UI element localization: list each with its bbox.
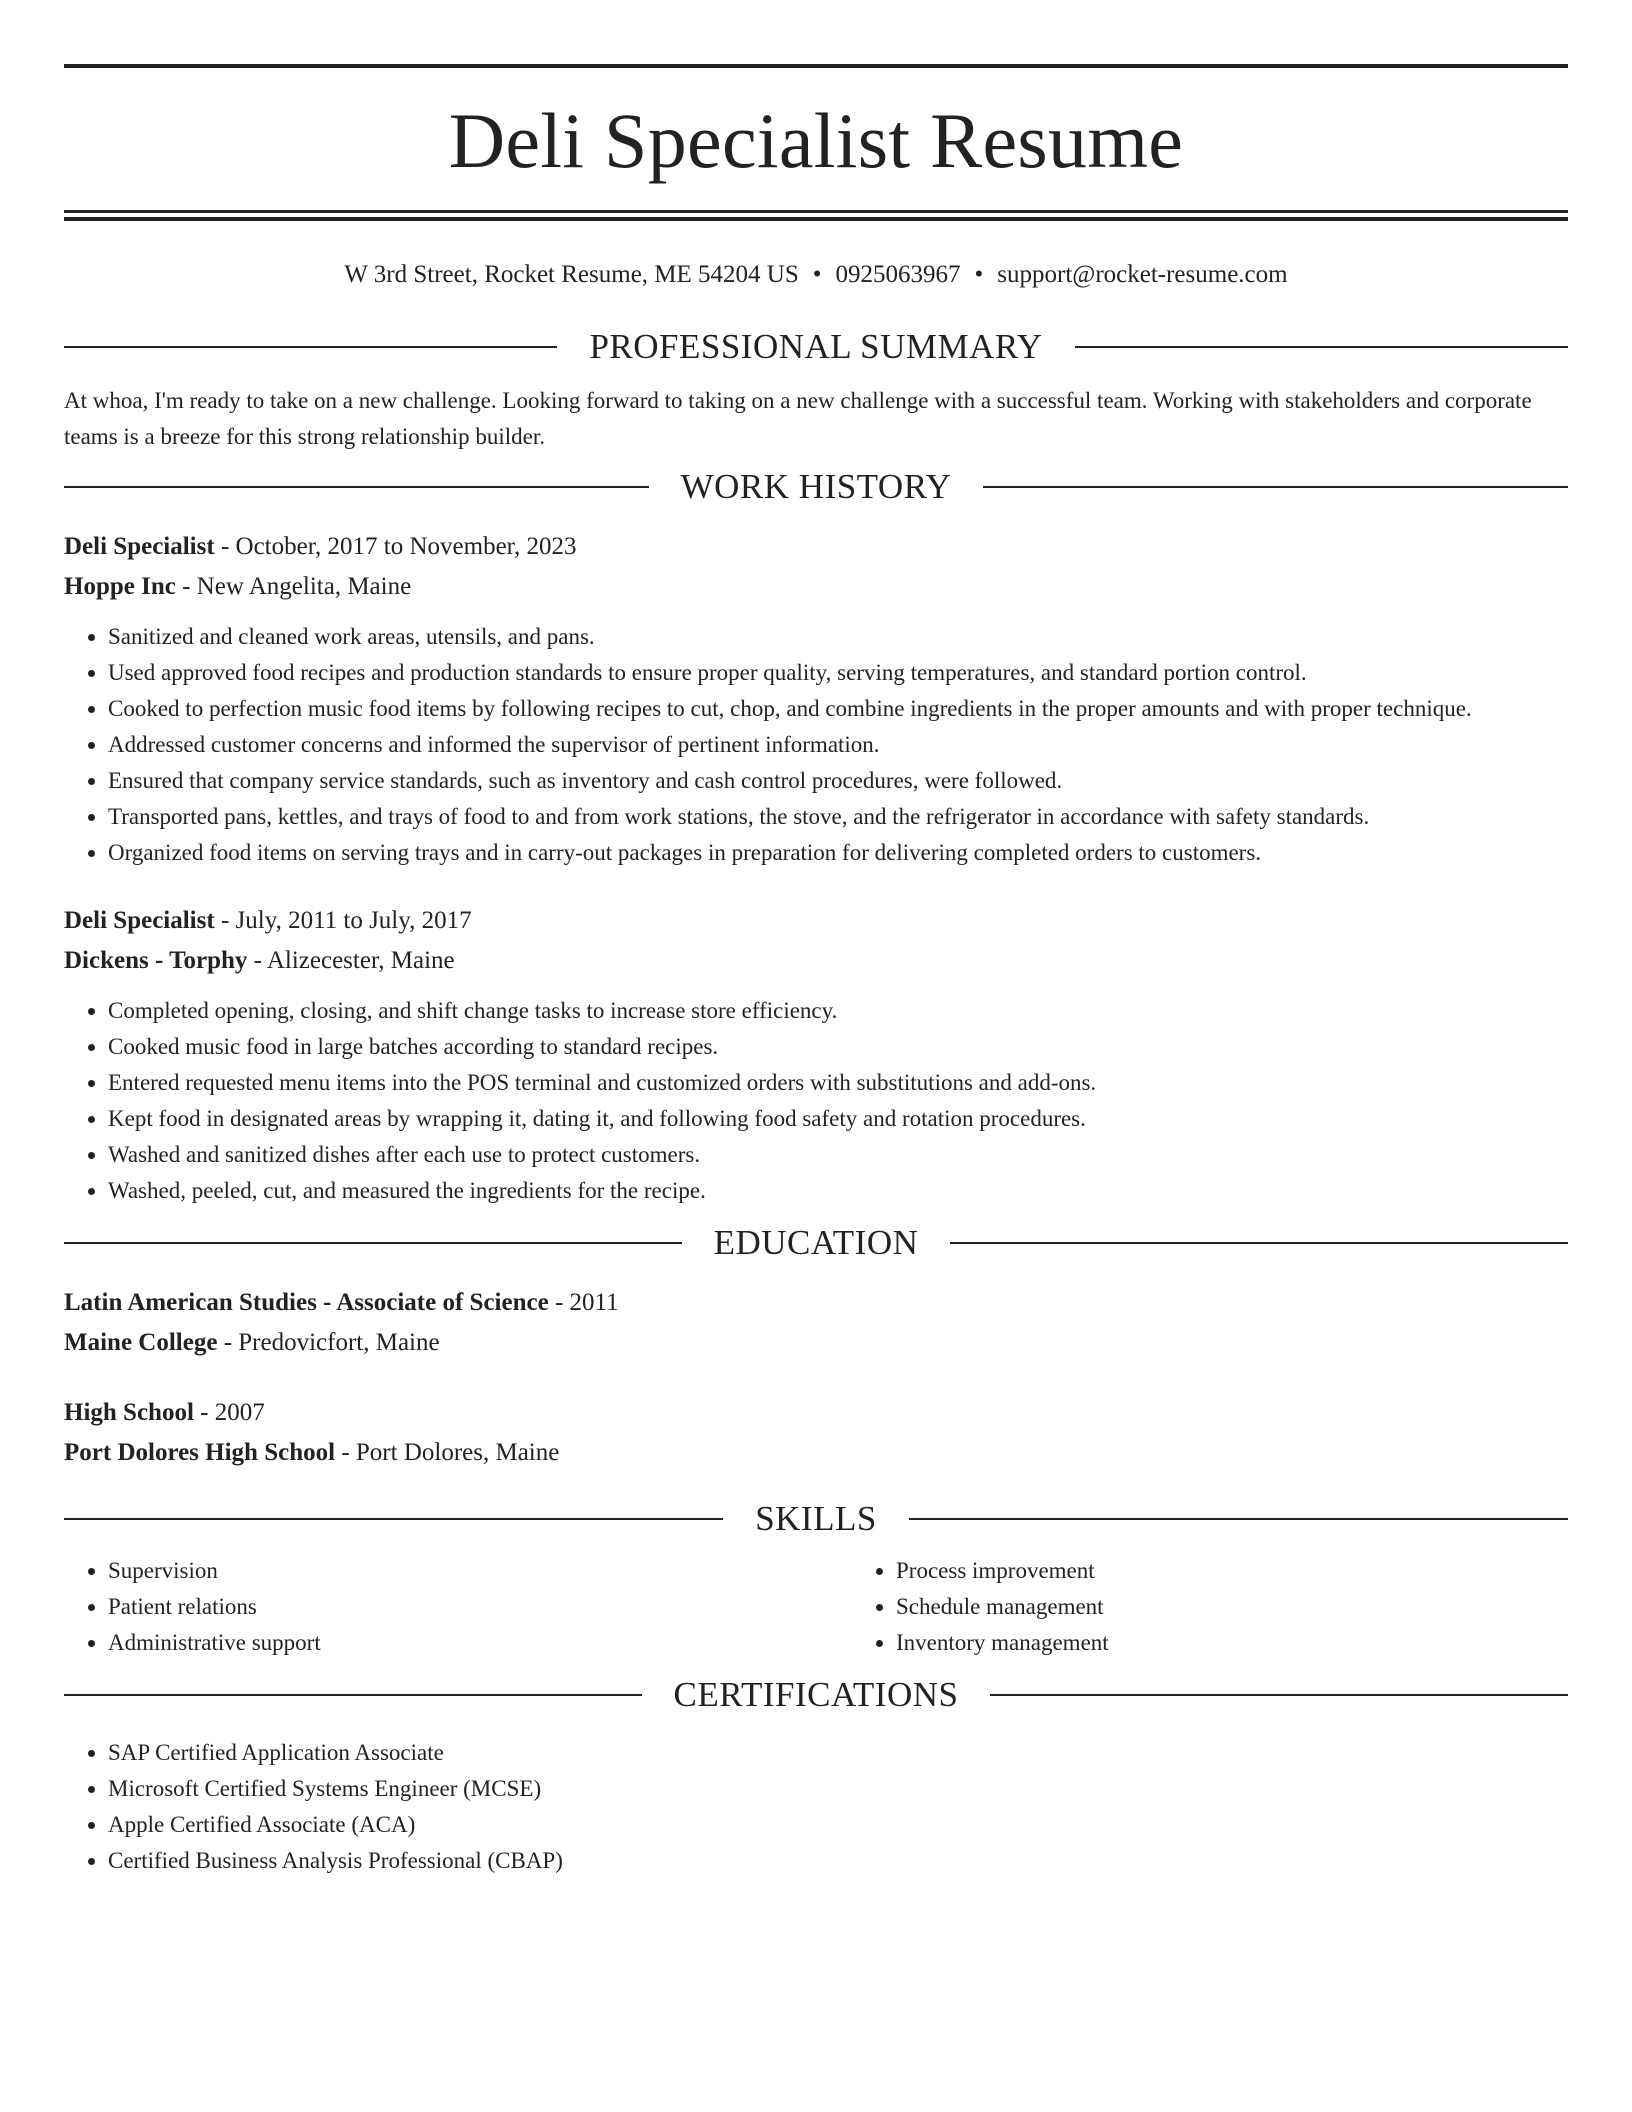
heading-rule <box>990 1694 1568 1696</box>
job-title-line <box>64 901 1568 941</box>
section-title: EDUCATION <box>713 1223 919 1262</box>
heading-rule <box>1075 346 1568 348</box>
section-heading-certifications <box>64 1673 1568 1717</box>
section-title: CERTIFICATIONS <box>673 1675 959 1714</box>
education-degree: Latin American Studies - Associate of Science <box>64 1289 549 1316</box>
section-heading-work <box>64 465 1568 509</box>
skills-list-right <box>852 1553 1632 1661</box>
heading-rule <box>64 346 557 348</box>
job-dates: - October, 2017 to November, 2023 <box>214 533 577 560</box>
contact-phone: 0925063967 <box>835 261 961 288</box>
job-bullets <box>64 619 1568 871</box>
education-entry <box>64 1283 1568 1363</box>
certification-item: • SAP Certified Application Associate <box>108 1735 1568 1771</box>
title-double-rule <box>64 210 1568 221</box>
list-item: • Washed, peeled, cut, and measured the ingredients for the recipe. <box>108 1173 1568 1209</box>
education-entry <box>64 1393 1568 1473</box>
heading-rule <box>909 1518 1568 1520</box>
contact-address: W 3rd Street, Rocket Resume, ME 54204 US <box>344 261 799 288</box>
heading-rule <box>950 1242 1568 1244</box>
list-item: • Transported pans, kettles, and trays of food to and from work stations, the stove, and the refrigerator in accordance with safety standards. <box>108 799 1568 835</box>
list-item: • Cooked to perfection music food items by following recipes to cut, chop, and combine ingredients in the proper amounts and with proper technique. <box>108 691 1568 727</box>
job-entry <box>64 527 1568 871</box>
contact-separator: • <box>974 261 984 288</box>
education-degree-line <box>64 1283 1568 1323</box>
skill-item: • Process improvement <box>896 1553 1632 1589</box>
job-bullets <box>64 993 1568 1209</box>
education-location: - Predovicfort, Maine <box>217 1329 440 1356</box>
job-company: Dickens - Torphy <box>64 947 248 974</box>
top-rule <box>64 64 1568 68</box>
education-school: Port Dolores High School <box>64 1439 336 1466</box>
job-location: - Alizecester, Maine <box>247 947 455 974</box>
section-heading-education <box>64 1221 1568 1265</box>
skill-item: • Schedule management <box>896 1589 1632 1625</box>
section-title: WORK HISTORY <box>680 467 952 506</box>
contact-separator: • <box>812 261 822 288</box>
list-item: • Sanitized and cleaned work areas, utensils, and pans. <box>108 619 1568 655</box>
education-school-line <box>64 1323 1568 1363</box>
heading-rule <box>64 1694 642 1696</box>
heading-rule <box>64 1518 723 1520</box>
education-degree-line <box>64 1393 1568 1433</box>
education-school-line <box>64 1433 1568 1473</box>
list-item: • Addressed customer concerns and informed the supervisor of pertinent information. <box>108 727 1568 763</box>
skill-item: • Patient relations <box>108 1589 852 1625</box>
job-location: - New Angelita, Maine <box>175 573 412 600</box>
contact-line <box>64 257 1568 293</box>
list-item: • Kept food in designated areas by wrapping it, dating it, and following food safety and rotation procedures. <box>108 1101 1568 1137</box>
job-company: Hoppe Inc <box>64 573 176 600</box>
skill-item: • Supervision <box>108 1553 852 1589</box>
skills-grid <box>64 1553 1568 1661</box>
education-location: - Port Dolores, Maine <box>335 1439 560 1466</box>
job-title: Deli Specialist <box>64 533 215 560</box>
education-year: - 2007 <box>193 1399 265 1426</box>
resume-page <box>64 64 1568 1879</box>
job-entry <box>64 901 1568 1209</box>
heading-rule <box>64 1242 682 1244</box>
list-item: • Washed and sanitized dishes after each use to protect customers. <box>108 1137 1568 1173</box>
section-title: PROFESSIONAL SUMMARY <box>589 327 1043 366</box>
section-title: SKILLS <box>755 1499 877 1538</box>
job-title-line <box>64 527 1568 567</box>
heading-rule <box>983 486 1568 488</box>
section-heading-skills <box>64 1497 1568 1541</box>
heading-rule <box>64 486 649 488</box>
list-item: • Ensured that company service standards, such as inventory and cash control procedures, were followed. <box>108 763 1568 799</box>
list-item: • Used approved food recipes and production standards to ensure proper quality, serving temperatures, and standard portion control. <box>108 655 1568 691</box>
list-item: • Entered requested menu items into the POS terminal and customized orders with substitutions and add-ons. <box>108 1065 1568 1101</box>
job-dates: - July, 2011 to July, 2017 <box>214 907 472 934</box>
list-item: • Cooked music food in large batches according to standard recipes. <box>108 1029 1568 1065</box>
job-title: Deli Specialist <box>64 907 215 934</box>
certifications-list <box>64 1735 1568 1879</box>
education-school: Maine College <box>64 1329 218 1356</box>
contact-email: support@rocket-resume.com <box>997 261 1288 288</box>
skill-item: • Inventory management <box>896 1625 1632 1661</box>
summary-text: At whoa, I'm ready to take on a new challenge. Looking forward to taking on a new challenge with a successful team. Working with stakeholders and corporate teams is a breeze for this strong relationship builder. <box>64 388 1532 449</box>
skills-list-left <box>64 1553 852 1661</box>
certification-item: • Microsoft Certified Systems Engineer (MCSE) <box>108 1771 1568 1807</box>
section-heading-summary <box>64 325 1568 369</box>
job-company-line <box>64 567 1568 607</box>
certification-item: • Apple Certified Associate (ACA) <box>108 1807 1568 1843</box>
education-degree: High School <box>64 1399 194 1426</box>
resume-title: Deli Specialist Resume <box>448 97 1184 184</box>
list-item: • Completed opening, closing, and shift change tasks to increase store efficiency. <box>108 993 1568 1029</box>
job-company-line <box>64 941 1568 981</box>
skill-item: • Administrative support <box>108 1625 852 1661</box>
certification-item: • Certified Business Analysis Professional (CBAP) <box>108 1843 1568 1879</box>
education-year: - 2011 <box>548 1289 619 1316</box>
list-item: • Organized food items on serving trays and in carry-out packages in preparation for delivering completed orders to customers. <box>108 835 1568 871</box>
